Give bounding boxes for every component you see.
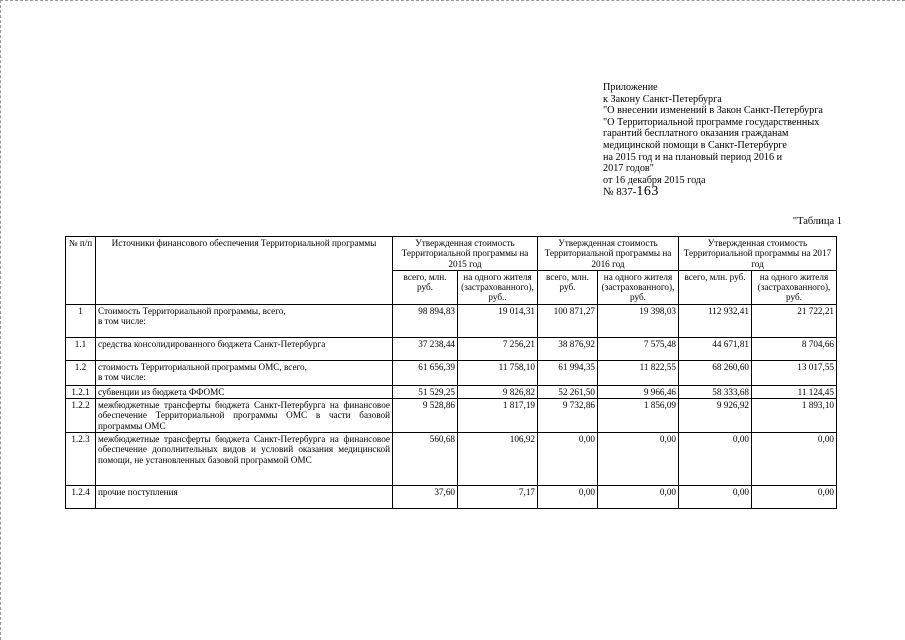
row-source-subtext: в том числе:	[98, 316, 146, 327]
law-number	[603, 186, 873, 199]
row-index: 1	[66, 304, 96, 337]
col-header-source: Источники финансового обеспечения Территориальной программы	[96, 237, 393, 305]
row-source: межбюджетные трансферты бюджета Санкт-Петербурга на финансовое обеспечение дополнительных видов и условий оказания медицинской помощи, не установленных базовой программой ОМС	[96, 432, 393, 485]
row-index: 1.2.1	[66, 385, 96, 398]
table-row	[66, 432, 837, 485]
cell-per-capita-2015: 1 817,19	[458, 399, 538, 433]
cell-per-capita-2016: 1 856,09	[598, 399, 679, 433]
cell-total-2015: 9 528,86	[393, 399, 458, 433]
cell-total-2016: 38 876,92	[538, 337, 598, 360]
cell-per-capita-2016: 0,00	[598, 432, 679, 485]
row-source-text: стоимость Территориальной программы ОМС, всего,	[98, 361, 307, 372]
cell-per-capita-2017: 0,00	[752, 485, 837, 508]
table-row	[66, 337, 837, 360]
cell-per-capita-2015: 7,17	[458, 485, 538, 508]
row-index: 1.2.3	[66, 432, 96, 485]
cell-per-capita-2015: 19 014,31	[458, 304, 538, 337]
law-number-prefix: № 837-	[603, 186, 637, 199]
cell-total-2016: 0,00	[538, 432, 598, 485]
table-caption: "Таблица 1	[792, 216, 842, 227]
header-line: медицинской помощи в Санкт-Петербурге	[603, 139, 787, 151]
cell-total-2015: 61 656,39	[393, 360, 458, 385]
cell-per-capita-2016: 11 822,55	[598, 360, 679, 385]
row-index: 1.2.2	[66, 399, 96, 433]
cell-total-2017: 68 260,60	[679, 360, 752, 385]
cell-per-capita-2017: 0,00	[752, 432, 837, 485]
header-line: "О внесении изменений в Закон Санкт-Петербурга	[603, 105, 823, 117]
table-row	[66, 399, 837, 433]
table-row	[66, 385, 837, 398]
cell-total-2017: 0,00	[679, 485, 752, 508]
cell-total-2016: 61 994,35	[538, 360, 598, 385]
cell-total-2015: 51 529,25	[393, 385, 458, 398]
row-source: прочие поступления	[96, 485, 393, 508]
cell-total-2016: 9 732,86	[538, 399, 598, 433]
table-row	[66, 304, 837, 337]
cell-per-capita-2016: 0,00	[598, 485, 679, 508]
cell-per-capita-2016: 7 575,48	[598, 337, 679, 360]
col-header-2017: Утвержденная стоимость Территориальной программы на 2017 год	[679, 237, 837, 271]
cell-total-2015: 37,60	[393, 485, 458, 508]
col-header-idx: № п/п	[66, 237, 96, 305]
financing-table	[65, 236, 837, 509]
subheader-per-capita-2016: на одного жителя (застрахованного), руб.	[598, 270, 679, 304]
col-header-2016: Утвержденная стоимость Территориальной программы на 2016 год	[538, 237, 679, 271]
row-source-text: Стоимость Территориальной программы, всего,	[98, 305, 286, 316]
subheader-total-2017: всего, млн. руб.	[679, 270, 752, 304]
cell-total-2017: 58 333,68	[679, 385, 752, 398]
cell-per-capita-2015: 9 826,82	[458, 385, 538, 398]
row-source: средства консолидированного бюджета Санкт-Петербурга	[96, 337, 393, 360]
header-line: 2017 годов"	[603, 163, 654, 175]
table-header-row	[66, 237, 837, 271]
row-source: межбюджетные трансферты бюджета Санкт-Петербурга на финансовое обеспечение Территориальной программы ОМС в части базовой программы ОМС	[96, 399, 393, 433]
row-source	[96, 304, 393, 337]
row-source: субвенции из бюджета ФФОМС	[96, 385, 393, 398]
subheader-per-capita-2015: на одного жителя (застрахованного), руб..	[458, 270, 538, 304]
cell-total-2015: 37 238,44	[393, 337, 458, 360]
cell-per-capita-2016: 19 398,03	[598, 304, 679, 337]
cell-total-2017: 0,00	[679, 432, 752, 485]
cell-total-2017: 112 932,41	[679, 304, 752, 337]
header-line: к Закону Санкт-Петербурга	[603, 93, 722, 105]
row-index: 1.2	[66, 360, 96, 385]
table-row	[66, 485, 837, 508]
cell-total-2015: 98 894,83	[393, 304, 458, 337]
cell-per-capita-2015: 11 758,10	[458, 360, 538, 385]
subheader-per-capita-2017: на одного жителя (застрахованного), руб.	[752, 270, 837, 304]
col-header-2015: Утвержденная стоимость Территориальной программы на 2015 год	[393, 237, 538, 271]
cell-per-capita-2015: 7 256,21	[458, 337, 538, 360]
subheader-total-2015: всего, млн. руб.	[393, 270, 458, 304]
cell-per-capita-2017: 21 722,21	[752, 304, 837, 337]
cell-per-capita-2015: 106,92	[458, 432, 538, 485]
cell-total-2017: 44 671,81	[679, 337, 752, 360]
header-line: гарантий бесплатного оказания гражданам	[603, 128, 789, 140]
page-edge-top	[0, 0, 905, 1]
cell-total-2016: 52 261,50	[538, 385, 598, 398]
header-line: "О Территориальной программе государственных	[603, 116, 820, 128]
law-number-handwritten: 163	[636, 184, 659, 200]
cell-per-capita-2017: 1 893,10	[752, 399, 837, 433]
cell-per-capita-2017: 11 124,45	[752, 385, 837, 398]
row-index: 1.1	[66, 337, 96, 360]
cell-total-2016: 0,00	[538, 485, 598, 508]
row-source	[96, 360, 393, 385]
header-line: на 2015 год и на плановый период 2016 и	[603, 151, 783, 163]
page-edge-left	[0, 0, 1, 640]
cell-per-capita-2017: 8 704,66	[752, 337, 837, 360]
appendix-header	[603, 82, 873, 199]
table-row	[66, 360, 837, 385]
cell-per-capita-2017: 13 017,55	[752, 360, 837, 385]
cell-total-2015: 560,68	[393, 432, 458, 485]
subheader-total-2016: всего, млн. руб.	[538, 270, 598, 304]
cell-total-2016: 100 871,27	[538, 304, 598, 337]
cell-total-2017: 9 926,92	[679, 399, 752, 433]
header-line: Приложение	[603, 82, 658, 93]
row-index: 1.2.4	[66, 485, 96, 508]
header-line: от 16 декабря 2015 года	[603, 174, 706, 186]
row-source-subtext: в том числе:	[98, 372, 146, 383]
cell-per-capita-2016: 9 966,46	[598, 385, 679, 398]
